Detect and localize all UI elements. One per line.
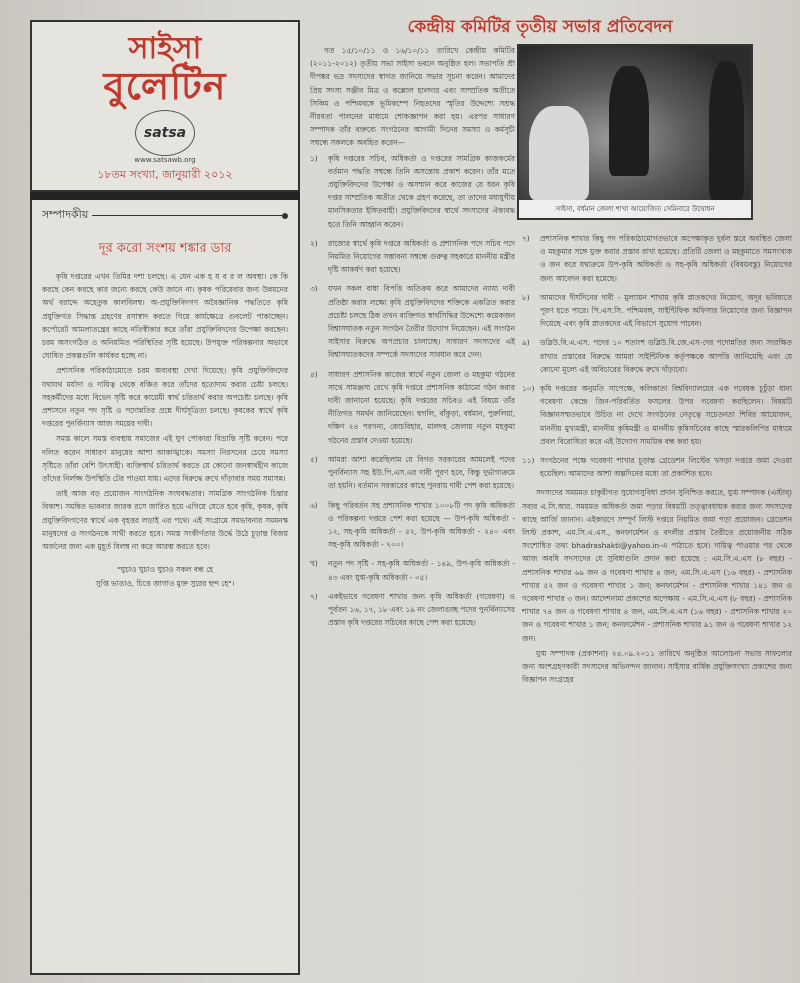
item-text: ডব্লিউ.বি.এ.এস. পদের ১০ শতাংশ ডব্লিউ.বি.জে.এস-দের পদোন্নতির জন্য সংরক্ষিত রাখার প্রস্তাবের বিরুদ্ধে আমরা সাইন্টিফিক কর্তৃপক্ষকে আপত্তি জানিয়েছি এবং যে কোনো মূল্যে এই অবিচারের বিরুদ্ধে রুখে দাঁড়াবো। [540,338,792,374]
masthead-title-line1: সাইসা [128,31,202,66]
editorial-title: দূর করো সংশয় শঙ্কার ডার [98,241,232,256]
item-number: ৯) [522,338,530,348]
numbered-item [522,382,792,448]
item-number: ৬) [310,500,318,510]
photo-image [519,46,751,200]
numbered-item [310,237,515,277]
rule-line [92,215,282,216]
numbered-item [522,232,792,285]
bullet-dot [282,213,288,219]
report-intro: গত ১৫/১০/১১ ও ১৬/১০/১১ তারিখে কেন্দ্রীয় কমিটির (২০১১-২০১২) তৃতীয় সভা সাইসা ভবনে অনুষ্ঠিত হল। সভাপতি শ্রী দীপঙ্কর ভদ্র সদস্যদের স্বাগত জানিয়ে সভার সূচনা করেন। আমাদের প্রিয় সদস্য সঞ্জীব মিত্র ও কল্লোল হালদার এবং সাম্প্রতিক অতীতে সিকিম ও পশ্চিমবঙ্গে ভূমিকম্পে নিহতদের স্মৃতির উদ্দেশ্যে সশ্রদ্ধ নীরবতা পালনের মাধ্যমে শোকজ্ঞাপন করা হয়। এরপর সাধারণ সম্পাদক তাঁর বক্তব্যে সংগঠনের আগামী দিনের সমস্যা ও কর্মসূচী সম্বন্ধে সকলকে অবহিত করেন— [310,46,515,148]
item-number: ৫) [310,454,318,464]
item-text: কৃষি দপ্তরের অনুমতি সাপেক্ষে, কলিকাতা বিশ্ববিদ্যালয়ের এক গবেষক চুচুঁড়া ধান্য গবেষণা কেন্দ্রে জিন-পরিবর্তিত ফসলের উপর গবেষণা করছিলেন। বিষয়টি বিজ্ঞানসম্মতভাবে উচিত না দেখে সংগঠনের নেতৃত্বে সচেতনতা শিবির আয়োজন, মাননীয় মুখ্যমন্ত্রী, মাননীয় কৃষিমন্ত্রী ও মাননীয় কৃষিসচিবের কাছে স্মারকলিপির মাধ্যমে প্রবল বিরোধিতা করে এই উদ্যোগ সাময়িক বন্ধ করা হয়। [540,384,792,446]
numbered-item [522,454,792,480]
editorial-paragraph: সমস্ত কালে সমস্ত ব্যবস্থায় সমাজের এই ঘুণ পোকারা বিভ্রান্তি সৃষ্টি করেন। পরে দলিত করেন সাধারণ মানুষের আশা আকাঙ্খাকে। সমস্যা নিরসনের চেয়ে সমস্যা সৃষ্টিতে তাঁরা বেশি উৎসাহী। ব্যক্তিস্বার্থ চরিতার্থ করতে যে কোনো জনস্বার্থহীন কাজে তাঁদের নির্লজ্জ উপস্থিতি টের পাওয়া যায়। এদের বিরুদ্ধে রুখে দাঁড়াবার সময় সমাসন্ন। [42,434,288,484]
quote-line: সুপ্তি ভাঙাও, চিত্তে জাগাও মুক্ত সুরের ছন্দ হে"। [95,579,235,589]
numbered-item [310,590,515,630]
editorial-paragraph: প্রশাসনিক পরিকাঠামোতে চরম অব্যবস্থা দেখা দিয়েছে। কৃষি প্রযুক্তিবিদদের যথাযথ মর্যাদা ও দায়িত্ব থেকে বঞ্চিত করে তাঁদের হতোদ্যম করার চেষ্টা চলছে। সহকর্মীদের মধ্যে বিভেদ সৃষ্টি করে কায়েমী স্বার্থ চরিতার্থ করার অপচেষ্টা চলছে। কৃষি প্রশাসনে নতুন পদ সৃষ্টি ও পদোন্নতির প্রশ্নে দীর্ঘসূত্রিতা চলছে। কৃষকের স্বার্থে কৃষি দপ্তরের পুনর্বিন্যাস আজ সময়ের দাবী। [42,366,288,429]
editorial-box [30,200,300,975]
item-text: প্রশাসনিক শাখার কিছু পদ পরিকাঠামোগতভাবে অপেক্ষাকৃত দুর্বল স্তরে অবস্থিত জেলা ও মহকুমার সঙ্গে যুক্ত করার প্রস্তাব রাখা হয়েছে। প্রতিটি জেলা ও মহকুমাতে সমসংখ্যক ও জন করে যথাক্রমে উপ-কৃষি অধিকর্তা ও সহ-কৃষি অধিকর্তা (বিষয়বস্তু) নিয়োগের জন্য আবেদন করা হয়েছে। [540,234,792,283]
editorial-quote [42,563,288,591]
item-number: ৭) [310,591,318,601]
item-text: সংগঠনের পক্ষে গবেষণা শাখার চূড়ান্ত গ্রেডেশন লিস্টের খসড়া দপ্তরে জমা দেওয়া হয়েছিল। আমাদের আশা অল্পদিনের মধ্যে তা প্রকাশিত হবে। [540,456,792,479]
numbered-item [310,499,515,552]
report-column-middle [310,44,515,635]
masthead [30,20,300,192]
report-title: কেন্দ্রীয় কমিটির তৃতীয় সভার প্রতিবেদন [407,17,673,37]
numbered-item [310,368,515,447]
issue-info: ১৮তম সংখ্যা, জানুয়ারী ২০১২ [97,168,233,181]
item-text: কিছু পরিবর্তন সহ প্রশাসনিক শাখার ১০০৮টি পদ কৃষি অধিকর্তা ও পরিকল্পনা দপ্তরে পেশ করা হয়েছে — উপ-কৃষি অধিকর্তা - ১২, সহ-কৃষি অধিকর্তা - ৫২, উপ-কৃষি অধিকর্তা - ২৪০ এবং সহ-কৃষি অধিকর্তা - ৭০০। [328,500,515,550]
item-text: সাধারণ প্রশাসনিক কাজের স্বার্থে নতুন জেলা ও মহকুমা গঠনের সাথে সামঞ্জস্য রেখে কৃষি দপ্তরে প্রশাসনিক কাঠামো গঠন করার দাবী জানানো হয়েছে। কৃষি দপ্তরের সচিবও এই বিষয়ে তাঁর নীতিগত সমর্থন জানিয়েছেন। হুগলি, বাঁকুড়া, বর্ধমান, পুরুলিয়া, দক্ষিণ ২৪ পরগনা, কোচবিহার, মালদহ জেলায় নতুন মহকুমা গঠনের প্রস্তাব দেওয়া হয়েছে। [328,369,515,445]
editorial-paragraph: কৃষি দপ্তরের এখন তিমির দশা চলছে। এ যেন এক হ য ব র ল অবস্থা। কে কি করছে কেন করছে কার জন্যে করছে কেউ জানে না। কৃষক পরিষেবার জন্য উন্নয়নের অর্থ বরাদ্দে অহেতুক কালবিলম্ব। অ-প্রযুক্তিবিদগণ অবৈজ্ঞানিক পদ্ধতিতে কৃষি প্রযুক্তিগত সিদ্ধান্ত গ্রহণের রসাস্বাদ করতে গিয়ে কার্যক্ষেত্রে গুবলেট পাকাচ্ছেন। কর্পোরেট আমলাতন্ত্রের কাছে নতিস্বীকার করে তাঁরা প্রযুক্তিবিদদের উপেক্ষা করছেন। চরম অসংগঠিত ও অনিয়মিত পরিস্থিতির সৃষ্টি হয়েছে। উপযুক্ত পরিকল্পনার অভাবে ঘোষিত প্রকল্পগুলি কার্যকর হচ্ছে না। [42,272,288,361]
item-number: ৩) [310,284,318,294]
report-paragraph: সদস্যদের সময়মত চাকুরীগত সুযোগসুবিধা প্রদান সুনিশ্চিত করতে, যুগ্ম সম্পাদক (এস্টাব্) সবার এ.সি.আর. সময়মত অধিকর্তা জমা পড়ার বিষয়টি তত্ত্বাবধায়ক করার জন্য সদস্যদের কাছে আর্জি জানান। এইকারণে সম্পূর্ণ লিস্ট দপ্তরে নিয়মিত জমা পড়া প্রয়োজন। গ্রেডেশন লিস্ট প্রকাশ, এম.সি.এ.এস., কনফার্মেশন ও বদলীর প্রস্তাব তৈরীতে প্রয়োজনীয় সঠিক সংশোধিত তথ্য bhadrashakti@yahoo.in-এ পাঠাতে হবে। দায়িত্ব পাওয়ার পর থেকে আজ অবধি সদস্যদের যে সুবিধাগুলি প্রদান করা হয়েছে : এম.সি.এ.এস (৮ বছর) - প্রশাসনিক শাখার ৬৯ জন ও গবেষণা শাখার ৪ জন; এম.সি.এ.এস (১৬ বছর) - প্রশাসনিক শাখার ৫২ জন ও গবেষণা শাখার ১ জন; কনফার্মেশন - প্রশাসনিক শাখার ১৪১ জন ও গবেষণা শাখার ৩ জন। আদেশনামা প্রকাশের অপেক্ষায় - এম.সি.এ.এস (৮ বছর) - প্রশাসনিক শাখার ৭৪ জন ও গবেষণা শাখার ৪ জন, এম.সি.এ.এস (১৬ বছর) - প্রশাসনিক শাখার ২০ জন ও গবেষণা শাখার ১ জন; কনফার্মেশন - প্রশাসনিক শাখার ৯১ জন ও গবেষণা শাখার ১২ জন। [522,488,792,643]
photo-caption: সাইসা, বর্ধমান জেলা শাখা আয়োজিত সেমিনারে উদ্বোধন [555,205,715,213]
item-number: ৭) [522,234,530,243]
masthead-title-line2: বুলেটিন [103,64,227,108]
divider-bar [30,192,300,200]
editorial-label-row [42,206,288,225]
quote-line: "ঘুচাও ঘুচাও ঘুচাও সকল বন্ধ হে [117,565,213,575]
satsa-logo: satsa [135,110,195,156]
numbered-item [522,291,792,331]
report-paragraph: যুগ্ম সম্পাদক (প্রকাশনা) ২৪.০৯.২০১১ তারিখে অনুষ্ঠিত আলোচনা সভার সাফল্যের জন্য অংশগ্রহণকারী সদস্যদের অভিনন্দন জানান। সাইসার বার্ষিক প্রযুক্তিসংখ্যা প্রকাশের জন্য বিজ্ঞাপন সংগ্রহের [522,648,792,685]
numbered-item [522,336,792,376]
item-number: ৮) [522,292,530,302]
numbered-item [310,152,515,231]
editorial-paragraph: তাই আজ বড় প্রয়োজন সাংগঠনিক সংঘবদ্ধতার। সামগ্রিক সাংগঠনিক চিন্তার বিকাশ। সমন্বিত ভাবনার জারক রসে জারিত হয়ে এগিয়ে যেতে হবে কৃষি, কৃষক, কৃষি প্রযুক্তিবিদগণের স্বার্থে এক বৃহত্তর লড়াই এর পথে। এই সংগ্রামে সমভাবনার সমমনস্ক মানুষদের ও সংগঠনকে সাথী করতে হবে। সমস্ত সংকীর্ণতার উর্দ্ধে উঠে চূড়ান্ত বিজয় অর্জনের জন্য এক মুহূর্ত বিলম্ব না করে আরম্ভ করতে হবে। [42,489,288,552]
item-text: একইভাবে গবেষণা শাখার জন্য কৃষি অধিকর্তা (গবেষণা) ও পূর্বতন ১৬, ১৭, ১৮ এবং ১৯ নং জেলাগুচ্ছ পদের পুনর্বিন্যাসের প্রস্তাব কৃষি দপ্তরের সচিবের কাছে পেশ করা হয়েছে। [328,591,515,628]
item-number: ১) [310,153,318,163]
item-text: রাজ্যের স্বার্থে কৃষি দপ্তরে অধিকর্তা ও প্রশাসনিক পদে সচিব পদে নিয়মিত নিয়োগের সম্ভাবনা সম্বন্ধে গুরুত্ব সহকারে মাননীয় মন্ত্রীর দৃষ্টি আকর্ষণ করা হয়েছে। [328,238,515,275]
item-text: নতুন পদ সৃষ্টি - সহ-কৃষি অধিকর্তা - ১৪৯, উপ-কৃষি অধিকর্তা - ৪৩ এবং যুগ্ম-কৃষি অধিকর্তা - ০৫। [328,559,515,582]
website-url: www.satsawb.org [134,156,196,164]
numbered-item [310,282,515,361]
item-number: ১০) [522,384,535,394]
item-number: ৪) [310,369,318,379]
item-text: আমরা আশা করেছিলাম যে বিগত সরকারের আমলেই পদের পুনর্বিন্যাস সহ ইউ.পি.এস.এর দাবী পূরণ হবে, কিন্তু দুর্ভাগ্যক্রমে তা হয়নি। বর্তমান সরকারের কাছে পুনরায় দাবী পেশ করা হয়েছে। [328,454,515,491]
event-photo [517,44,753,220]
report-column-right [522,232,792,689]
item-text: যখন সকল বাধা বিপত্তি অতিক্রম করে আমাদের ন্যায্য দাবী প্রতিষ্ঠা করার লক্ষ্যে কৃষি প্রযুক্তিবিদদের শক্তিকে একত্রিত করার প্রচেষ্টা চলছে ঠিক তখন ব্যক্তিগত স্বার্থসিদ্ধির উদ্দেশ্যে কয়েকজন বিশ্বাসঘাতক নতুন সংগঠন তৈরীর উদ্যোগ নিয়েছেন। এই সংগঠন সাইসার বিরুদ্ধে অপপ্রচার চালাচ্ছে। সাধারণ সদস্যদের এই বিশ্বাসঘাতকদের সম্পর্কে সদস্যদের সাবধান করে দেন। [328,284,515,360]
item-text: আমাদের দীর্ঘদিনের দাবী - মুল্যায়ন শাখায় কৃষি স্নাতকদের নিয়োগ, অদূর ভবিষ্যতে পূরণ হতে পারে। পি.এস.সি. পশ্চিমবঙ্গ, সাইন্টিফিক অফিসার নিয়োগের জন্য বিজ্ঞাপন দিয়েছে এবং কৃষি স্নাতকদের এই বিভাগে সুযোগ পাবেন। [540,292,792,329]
numbered-item [310,453,515,493]
item-number: ২) [310,238,318,248]
numbered-item [310,557,515,583]
item-number: ১১) [522,456,535,466]
item-text: কৃষি দপ্তরের সচিব, অধিকর্তা ও দপ্তরের সামগ্রিক কাজকর্মের বর্তমান পদ্ধতি সম্বন্ধে তিনি অসন্তোষ প্রকাশ করেন। তাঁর মতে প্রযুক্তিবিদদের উপেক্ষা ও অসম্মান করে কাজের যে ধরন কৃষি দপ্তর সাম্প্রতিক অতীত থেকে গ্রহণ করেছে, তা তাদের মধ্যযুগীয় মানসিকতার ইঙ্গিতবাহী। প্রযুক্তিবিদদের স্বার্থে সদস্যদের ঐক্যবদ্ধ হতে তিনি আহ্বান করেন। [328,153,515,229]
item-number: খ) [310,559,318,569]
editorial-label: সম্পাদকীয় [42,208,89,221]
